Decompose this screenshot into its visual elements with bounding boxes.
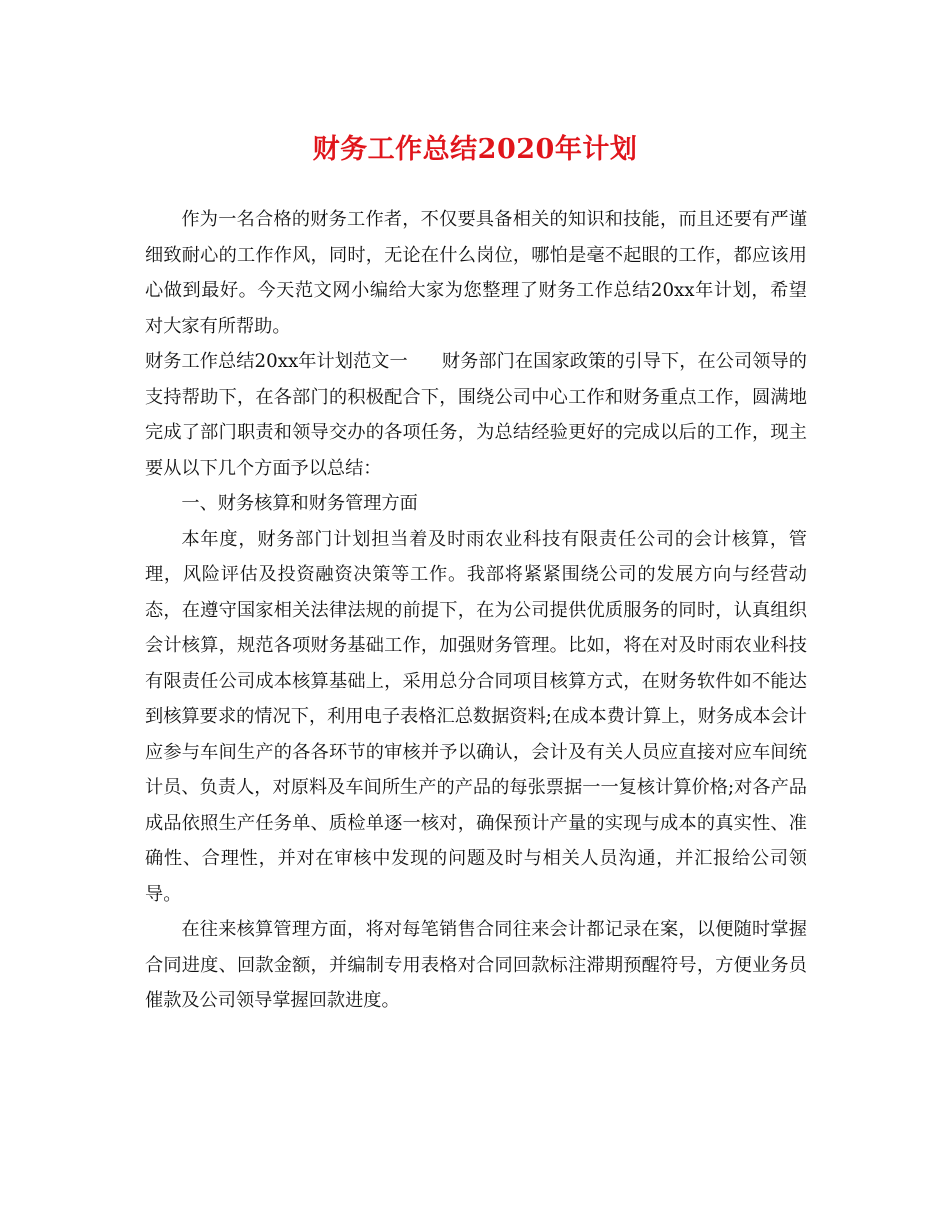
document-body	[145, 202, 807, 1019]
intro-paragraph: 作为一名合格的财务工作者，不仅要具备相关的知识和技能，而且还要有严谨细致耐心的工作作风，同时，无论在什么岗位，哪怕是毫不起眼的工作，都应该用心做到最好。今天范文网小编给大家为您整理了财务工作总结20xx年计划，希望对大家有所帮助。	[145, 209, 807, 337]
sample-heading: 财务工作总结20xx年计划范文一	[145, 351, 408, 372]
sample-lead-text: 财务部门在国家政策的引导下，在公司领导的支持帮助下，在各部门的积极配合下，围绕公司中心工作和财务重点工作，圆满地完成了部门职责和领导交办的各项任务，为总结经验更好的完成以后的工作，现主要从以下几个方面予以总结：	[145, 351, 807, 479]
section-heading: 一、财务核算和财务管理方面	[181, 493, 418, 514]
document-title: 财务工作总结2020年计划	[312, 134, 638, 165]
body-paragraph-1: 本年度，财务部门计划担当着及时雨农业科技有限责任公司的会计核算，管理，风险评估及投资融资决策等工作。我部将紧紧围绕公司的发展方向与经营动态，在遵守国家相关法律法规的前提下，在为公司提供优质服务的同时，认真组织会计核算，规范各项财务基础工作，加强财务管理。比如，将在对及时雨农业科技有限责任公司成本核算基础上，采用总分合同项目核算方式，在财务软件如不能达到核算要求的情况下，利用电子表格汇总数据资料;在成本费计算上，财务成本会计应参与车间生产的各各环节的审核并予以确认，会计及有关人员应直接对应车间统计员、负责人，对原料及车间所生产的产品的每张票据一一复核计算价格;对各产品成品依照生产任务单、质检单逐一核对，确保预计产量的实现与成本的真实性、准确性、合理性，并对在审核中发现的问题及时与相关人员沟通，并汇报给公司领导。	[145, 528, 807, 905]
sample-paragraph	[145, 344, 807, 486]
body-paragraph-2: 在往来核算管理方面，将对每笔销售合同往来会计都记录在案，以便随时掌握合同进度、回款金额，并编制专用表格对合同回款标注滞期预醒符号，方便业务员催款及公司领导掌握回款进度。	[145, 919, 807, 1011]
